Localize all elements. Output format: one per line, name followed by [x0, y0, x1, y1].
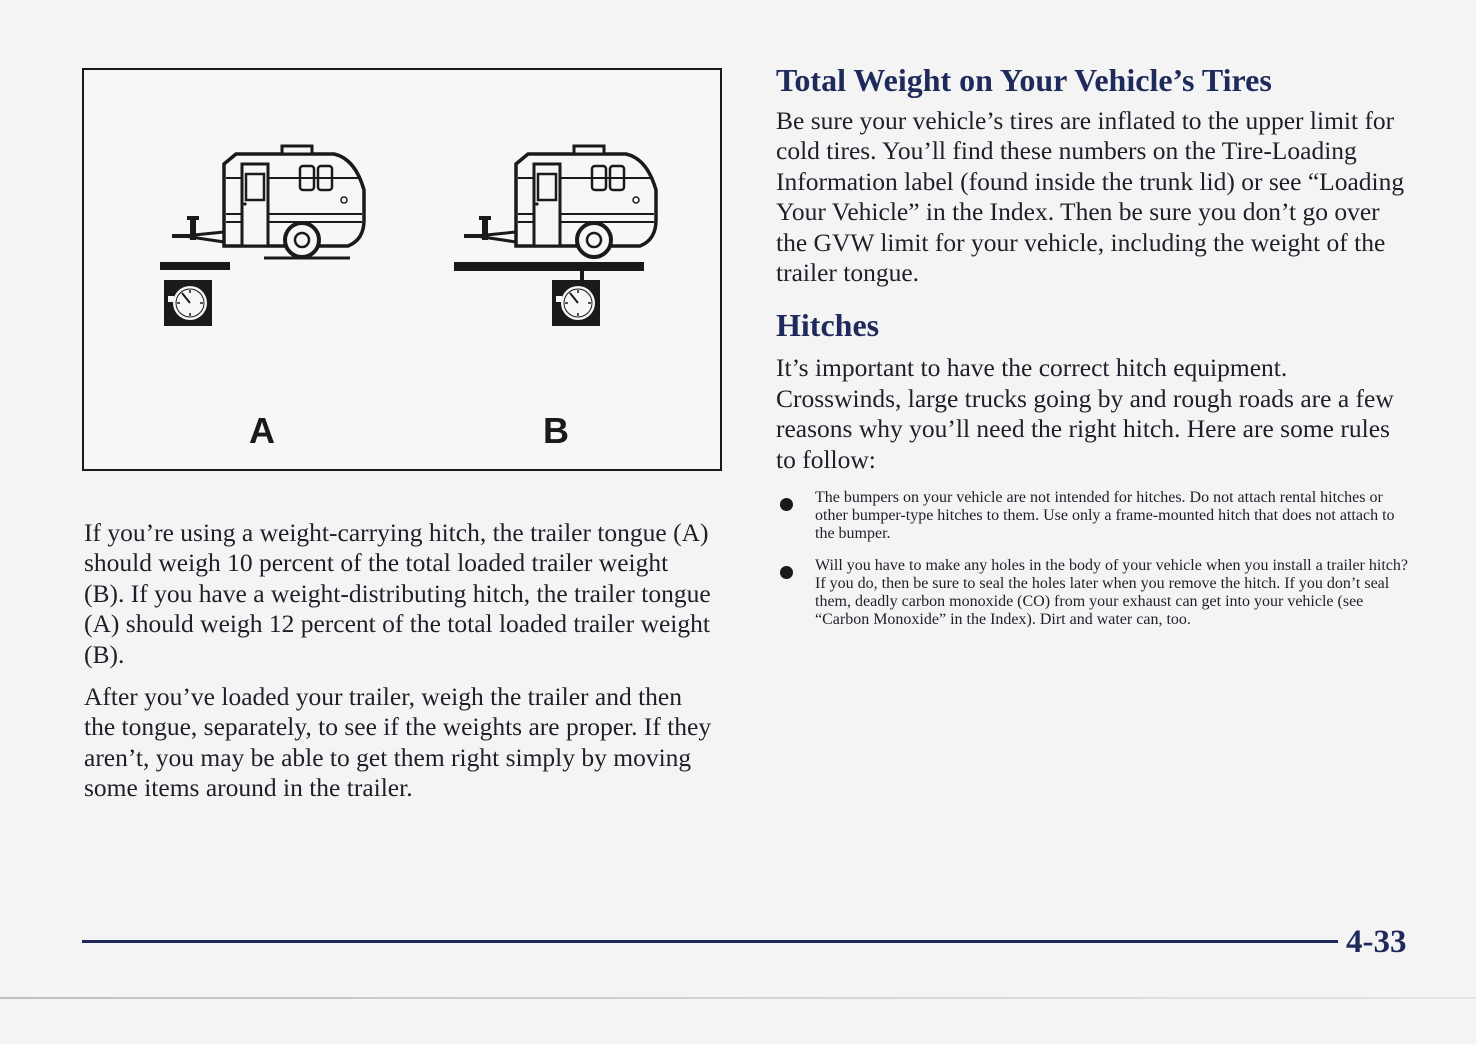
figure-label-a: A [249, 410, 275, 451]
page-edge-divider [0, 997, 1476, 999]
footer-rule [82, 940, 1338, 943]
total-weight-paragraph: Be sure your vehicle’s tires are inflated to the upper limit for cold tires. You’ll find these numbers on the Tire-Loading Information label (found inside the trunk lid) or see “Loading Your Vehicle” in the Index. Then be sure you don’t go over the GVW limit for your vehicle, including the weight of the trailer tongue. [776, 106, 1405, 288]
page-number: 4-33 [1346, 924, 1407, 960]
hitches-heading: Hitches [776, 307, 880, 344]
bullet-icon [780, 498, 793, 511]
left-column [84, 518, 714, 816]
list-item [776, 489, 1416, 543]
hitch-rules-list [776, 489, 1416, 629]
trailer-a-icon [160, 146, 364, 326]
tongue-weight-paragraph: If you’re using a weight-carrying hitch, the trailer tongue (A) should weigh 10 percent of the total loaded trailer weight (B). If you have a weight-distributing hitch, the trailer tongue (A) should weigh 12 percent of the total loaded trailer weight (B). [84, 518, 711, 669]
total-weight-heading: Total Weight on Your Vehicle’s Tires [776, 62, 1272, 98]
list-item [776, 557, 1416, 629]
right-column [776, 60, 1416, 643]
trailer-weighing-figure [82, 68, 722, 471]
weigh-trailer-paragraph: After you’ve loaded your trailer, weigh the trailer and then the tongue, separately, to see if the weights are proper. If they aren’t, you may be able to get them right simply by moving some items around in the trailer. [84, 682, 712, 803]
trailer-b-icon [454, 146, 656, 326]
figure-label-b: B [543, 410, 569, 451]
holes-rule-text: Will you have to make any holes in the body of your vehicle when you install a trailer hitch? If you do, then be sure to seal the holes later when you remove the hitch. If you don’t seal them, deadly carbon monoxide (CO) from your exhaust can get into your vehicle (see “Carbon Monoxide” in the Index). Dirt and water can, too. [815, 557, 1408, 629]
hitches-intro-paragraph: It’s important to have the correct hitch equipment. Crosswinds, large trucks going by and rough roads are a few reasons why you’ll need the right hitch. Here are some rules to follow: [776, 353, 1394, 474]
trailer-illustration [84, 70, 720, 469]
bumper-rule-text: The bumpers on your vehicle are not intended for hitches. Do not attach rental hitches or other bumper-type hitches to them. Use only a frame-mounted hitch that does not attach to the bumper. [815, 489, 1395, 543]
bullet-icon [780, 566, 793, 579]
